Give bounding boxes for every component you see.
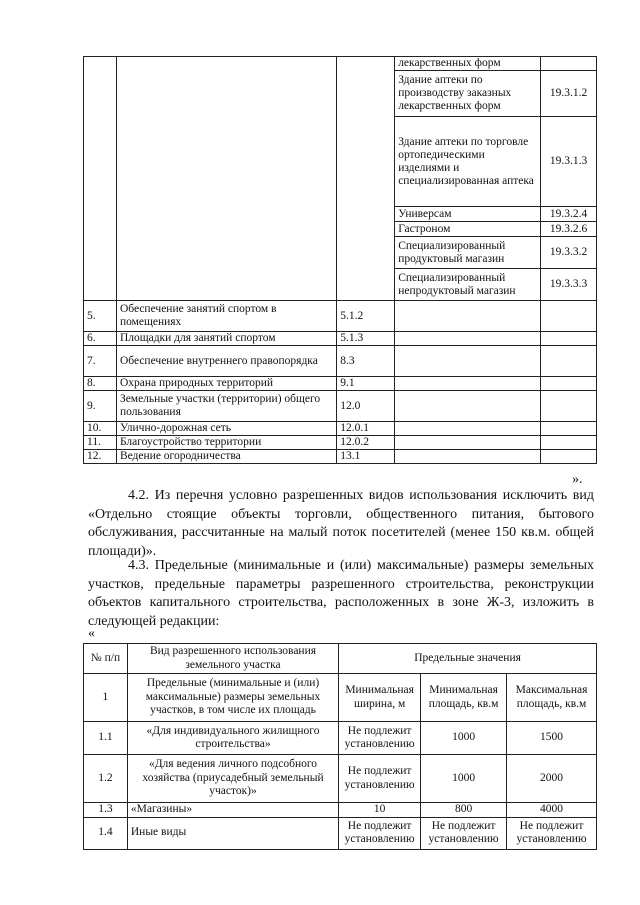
table-cell: 1500 xyxy=(507,722,597,755)
table-cell: 1000 xyxy=(421,755,507,803)
table-cell: «Для индивидуального жилищного строительства» xyxy=(127,722,338,755)
table-cell: 12.0.2 xyxy=(337,436,395,450)
table-cell: Минимальная площадь, кв.м xyxy=(421,674,507,722)
table-cell: Минимальная ширина, м xyxy=(339,674,421,722)
table-cell xyxy=(395,346,541,377)
table-cell: Иные виды xyxy=(127,817,338,849)
paragraph-4-2: 4.2. Из перечня условно разрешенных видов использования исключить вид «Отдельно стоящие объекты торговли, общественного питания, бытового обслуживания, рассчитанные на малый поток посетителей (менее 150 кв.м. общей площади)». xyxy=(88,488,594,559)
table-cell xyxy=(395,391,541,422)
table-cell: Максимальная площадь, кв.м xyxy=(507,674,597,722)
header-type: Вид разрешенного использования земельного участка xyxy=(127,644,338,674)
table-cell: 12.0.1 xyxy=(337,422,395,436)
opening-quote: « xyxy=(88,626,95,641)
header-num: № п/п xyxy=(84,644,128,674)
table-cell: 1.3 xyxy=(84,803,128,818)
table-row xyxy=(84,377,597,391)
table-cell xyxy=(541,450,597,464)
table-cell: 1.4 xyxy=(84,817,128,849)
limits-table xyxy=(83,643,597,850)
table-cell: Предельные (минимальные и (или) максимальные) размеры земельных участков, в том числе их площадь xyxy=(127,674,338,722)
table-cell: Не подлежит установлению xyxy=(507,817,597,849)
table-cell xyxy=(395,332,541,346)
table-cell: 7. xyxy=(84,346,117,377)
table-cell: Здание аптеки по производству заказных лекарственных форм xyxy=(395,71,541,117)
table-cell: 10 xyxy=(339,803,421,818)
table-cell: Не подлежит установлению xyxy=(339,722,421,755)
table-cell: Гастроном xyxy=(395,222,541,237)
header-limits: Предельные значения xyxy=(339,644,597,674)
table-cell xyxy=(541,346,597,377)
paragraph-4-3: 4.3. Предельные (минимальные и (или) максимальные) размеры земельных участков, предельные параметры разрешенного строительства, реконструкции объектов капитального строительства, расположенных в зоне Ж-3, изложить в следующей редакции: xyxy=(88,558,594,629)
table-cell xyxy=(541,436,597,450)
table-cell xyxy=(84,57,117,301)
table-cell xyxy=(395,377,541,391)
table-cell: 19.3.2.4 xyxy=(541,207,597,222)
table-cell: Охрана природных территорий xyxy=(116,377,336,391)
table-cell: 5.1.3 xyxy=(337,332,395,346)
table-cell: 19.3.3.2 xyxy=(541,237,597,269)
table-cell: 9.1 xyxy=(337,377,395,391)
table-cell xyxy=(395,436,541,450)
table-cell: 4000 xyxy=(507,803,597,818)
table-cell: Специализированный продуктовый магазин xyxy=(395,237,541,269)
table-cell: 19.3.1.2 xyxy=(541,71,597,117)
table-cell: 1 xyxy=(84,674,128,722)
table-cell: «Для ведения личного подсобного хозяйства (приусадебный земельный участок)» xyxy=(127,755,338,803)
table-cell: Площадки для занятий спортом xyxy=(116,332,336,346)
table-cell: Специализированный непродуктовый магазин xyxy=(395,269,541,301)
table-cell xyxy=(395,450,541,464)
table-cell: 5. xyxy=(84,301,117,332)
table-cell: 19.3.3.3 xyxy=(541,269,597,301)
table-cell: 13.1 xyxy=(337,450,395,464)
closing-quote: ». xyxy=(572,472,583,487)
table-cell xyxy=(541,57,597,71)
table-cell xyxy=(116,57,336,301)
table-cell: Обеспечение занятий спортом в помещениях xyxy=(116,301,336,332)
table-header-row xyxy=(84,644,597,674)
table-cell: 10. xyxy=(84,422,117,436)
table-cell xyxy=(395,301,541,332)
table-row xyxy=(84,755,597,803)
table-cell: 5.1.2 xyxy=(337,301,395,332)
table-cell: 11. xyxy=(84,436,117,450)
table-cell: Обеспечение внутреннего правопорядка xyxy=(116,346,336,377)
table-cell: 8. xyxy=(84,377,117,391)
table-row xyxy=(84,817,597,849)
table-cell: 19.3.2.6 xyxy=(541,222,597,237)
table-cell: Ведение огородничества xyxy=(116,450,336,464)
table-row xyxy=(84,391,597,422)
table-row xyxy=(84,346,597,377)
table-cell: Земельные участки (территории) общего пользования xyxy=(116,391,336,422)
table-cell xyxy=(541,332,597,346)
table-cell: 2000 xyxy=(507,755,597,803)
table-cell: Благоустройство территории xyxy=(116,436,336,450)
table-row xyxy=(84,301,597,332)
table-cell: Улично-дорожная сеть xyxy=(116,422,336,436)
table-cell: Здание аптеки по торговле ортопедическими изделиями и специализированная аптека xyxy=(395,117,541,207)
table-row xyxy=(84,436,597,450)
table-cell: 19.3.1.3 xyxy=(541,117,597,207)
table-cell xyxy=(541,391,597,422)
table-cell: 1.2 xyxy=(84,755,128,803)
table-cell: 1.1 xyxy=(84,722,128,755)
table-cell: 12.0 xyxy=(337,391,395,422)
table-cell xyxy=(337,57,395,301)
table-cell: 1000 xyxy=(421,722,507,755)
table-row xyxy=(84,332,597,346)
table-row xyxy=(84,422,597,436)
table-cell: Не подлежит установлению xyxy=(421,817,507,849)
table-cell: «Магазины» xyxy=(127,803,338,818)
table-cell xyxy=(541,301,597,332)
table-cell: лекарственных форм xyxy=(395,57,541,71)
table-cell: Не подлежит установлению xyxy=(339,817,421,849)
table-cell xyxy=(541,377,597,391)
table-cell: 6. xyxy=(84,332,117,346)
table-row xyxy=(84,450,597,464)
table-cell: 9. xyxy=(84,391,117,422)
table-row xyxy=(84,674,597,722)
permitted-use-table xyxy=(83,56,597,464)
table-row xyxy=(84,722,597,755)
table-cell: Универсам xyxy=(395,207,541,222)
table-cell: 12. xyxy=(84,450,117,464)
table-cell xyxy=(395,422,541,436)
table-cell: Не подлежит установлению xyxy=(339,755,421,803)
table-cell: 8.3 xyxy=(337,346,395,377)
table-cell: 800 xyxy=(421,803,507,818)
table-cell xyxy=(541,422,597,436)
table-row xyxy=(84,803,597,818)
